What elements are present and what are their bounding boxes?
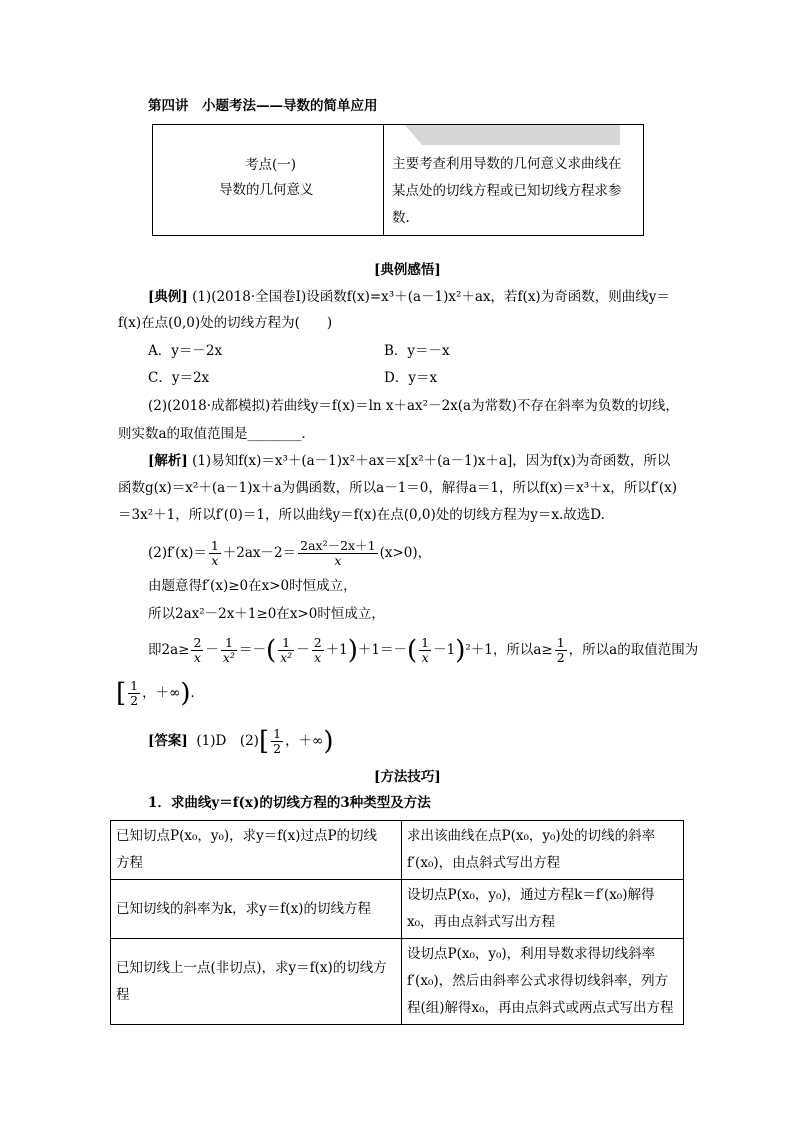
frac-den: x²: [280, 650, 293, 665]
option-b: B．y＝－x: [384, 343, 450, 359]
table-row: [111, 939, 684, 1025]
fraction-1-over-x: [419, 636, 431, 665]
topic-desc-line3: 数.: [392, 210, 410, 226]
cell-text-line: 方程: [116, 855, 143, 871]
cell-text-line: 设切点P(x₀，y₀)，通过方程k＝f′(x₀)解得: [407, 887, 655, 903]
ineq-end: ，所以a的取值范围为: [568, 642, 699, 658]
fraction-1-over-2: [555, 636, 567, 665]
cell-text-line: 已知切点P(x₀，y₀)，求y＝f(x)过点P的切线: [116, 828, 378, 844]
cell-text-line: 程(组)解得x₀，再由点斜式或两点式写出方程: [407, 1000, 674, 1016]
method-table-body: [111, 821, 684, 1025]
right-paren: ): [347, 635, 358, 666]
answer-line: [148, 723, 333, 759]
option-a: A．y＝－2x: [148, 343, 223, 359]
table-cell-case: [111, 939, 402, 1025]
cell-text-line: 设切点P(x₀，y₀)，利用导数求得切线斜率: [407, 946, 656, 962]
right-paren: ): [323, 726, 334, 757]
fraction-2-over-x: [312, 636, 324, 665]
frac-num: 1: [130, 678, 139, 693]
example-q1-line1: [148, 287, 670, 307]
frac-den: x: [314, 650, 322, 665]
section-title-method: [方法技巧]: [374, 769, 441, 785]
solution-s2-line3: 所以2ax²－2x＋1≥0在x>0时恒成立，: [148, 606, 385, 622]
frac-num: 2ax²－2x＋1: [300, 538, 376, 553]
solution-s2-line5: [116, 675, 204, 711]
frac-num: 1: [273, 726, 282, 741]
op: ＋1: [325, 642, 348, 658]
option-c: C．y＝2x: [148, 370, 210, 386]
example-q1-text: 设函数f(x)=x³＋(a－1)x²＋ax，若f(x)为奇函数，则曲线y＝: [306, 289, 670, 305]
frac-den: x: [211, 553, 219, 568]
frac-den: x: [334, 553, 342, 568]
topic-name: 导数的几何意义: [219, 182, 314, 198]
frac-num: 1: [556, 635, 565, 650]
example-q2-line2: 则实数a的取值范围是________．: [118, 426, 316, 442]
example-q2-line1: (2)(2018·成都模拟)若曲线y＝f(x)＝ln x＋ax²－2x(a为常数)不存在斜率为负数的切线，: [148, 398, 679, 414]
topic-desc-line2: 某点处的切线方程或已知切线方程求参: [392, 183, 622, 199]
example-q1-source: (1)(2018·全国卷Ⅰ): [192, 289, 307, 305]
topic-label: 考点(一): [245, 157, 297, 173]
fraction-1-over-x2: [221, 636, 237, 665]
frac-num: 2: [193, 635, 202, 650]
solution-line1: [148, 451, 670, 471]
derivative-suffix: (x>0)，: [379, 545, 432, 561]
answer-text: (1)D (2): [196, 733, 259, 749]
method-table: [110, 820, 684, 1025]
fraction-derivative: [298, 539, 377, 568]
cell-text-line: 求出该曲线在点P(x₀，y₀)处的切线的斜率: [407, 828, 656, 844]
option-d: D．y＝x: [384, 370, 438, 386]
op: －1: [433, 642, 456, 658]
frac-den: x: [421, 650, 429, 665]
table-cell-case: [111, 880, 402, 939]
cell-text-line: 已知切线的斜率为k，求y＝f(x)的切线方程: [116, 900, 371, 917]
frac-num: 1: [421, 635, 430, 650]
fraction-2-over-x: [191, 636, 203, 665]
solution-s2-line4: [148, 632, 698, 668]
cell-text-line: f′(x₀)，然后由斜率公式求得切线斜率，列方: [407, 973, 669, 989]
section-title-example: [典例感悟]: [374, 262, 441, 278]
frac-den: x²: [222, 650, 235, 665]
right-paren: ): [455, 635, 466, 666]
frac-num: 2: [313, 635, 322, 650]
table-cell-method: [402, 880, 684, 939]
op: ＋1＝－: [357, 642, 407, 658]
cell-text-line: x₀，再由点斜式写出方程: [407, 914, 556, 930]
cell-text-line: 程: [116, 986, 130, 1003]
frac-den: 2: [273, 741, 282, 756]
fraction-1-over-x2: [278, 636, 294, 665]
solution-line3: ＝3x²＋1，所以f′(0)＝1，所以曲线y＝f(x)在点(0,0)处的切线方程为y＝x.故选D.: [118, 507, 605, 523]
frac-den: x: [193, 650, 201, 665]
frac-den: 2: [556, 650, 565, 665]
table-cell-method: [402, 821, 684, 880]
example-q1-line2: f(x)在点(0,0)处的切线方程为( ): [118, 315, 333, 331]
example-tag: [典例]: [148, 289, 188, 305]
decorative-banner: [405, 125, 620, 145]
table-row: [111, 821, 684, 880]
table-cell-case: [111, 821, 402, 880]
left-paren: (: [265, 635, 277, 666]
derivative-mid: ＋2ax－2＝: [222, 545, 297, 561]
method-heading: 1．求曲线y＝f(x)的切线方程的3种类型及方法: [148, 795, 431, 811]
answer-tag: [答案]: [148, 733, 188, 749]
solution-s2-line2: 由题意得f′(x)≥0在x>0时恒成立，: [148, 578, 357, 594]
left-paren: (: [406, 635, 418, 666]
cell-text-line: 已知切线上一点(非切点)，求y＝f(x)的切线方: [116, 959, 387, 976]
fraction-1-over-2: [128, 679, 140, 708]
op: ＝－: [238, 642, 266, 658]
solution-derivative-line: [148, 535, 431, 571]
left-bracket: [: [258, 726, 270, 757]
ineq-tail: ²＋1，所以a≥: [465, 642, 553, 658]
solution-tag: [解析]: [148, 453, 188, 469]
solution-s1-text: (1)易知f(x)＝x³＋(a－1)x²＋ax＝x[x²＋(a－1)x＋a]，因为f(x)为奇函数，所以: [192, 453, 671, 469]
period: ．: [190, 685, 205, 701]
frac-num: 1: [210, 538, 219, 553]
fraction-1-over-2: [271, 727, 283, 756]
page-title: 第四讲 小题考法——导数的简单应用: [148, 98, 378, 114]
left-bracket: [: [116, 678, 127, 709]
topic-desc-line1: 主要考查利用导数的几何意义求曲线在: [392, 156, 622, 172]
frac-den: 2: [130, 693, 139, 708]
derivative-prefix: (2)f′(x)＝: [148, 545, 207, 561]
cell-text-line: f′(x₀)，由点斜式写出方程: [407, 855, 561, 871]
solution-line2: 函数g(x)＝x²＋(a－1)x＋a为偶函数，所以a－1＝0，解得a＝1，所以f(x)＝x³＋x，所以f′(x): [118, 480, 678, 496]
ineq-prefix: 即2a≥: [148, 642, 190, 658]
op: －: [205, 642, 219, 658]
table-cell-method: [402, 939, 684, 1025]
interval-tail: ，＋∞: [142, 685, 181, 701]
interval-tail: ，＋∞: [285, 733, 324, 749]
fraction-1-over-x: [209, 539, 221, 568]
op: －: [296, 642, 310, 658]
frac-num: 1: [221, 636, 237, 651]
frac-num: 1: [278, 636, 294, 651]
right-paren: ): [180, 678, 191, 709]
table-row: [111, 880, 684, 939]
